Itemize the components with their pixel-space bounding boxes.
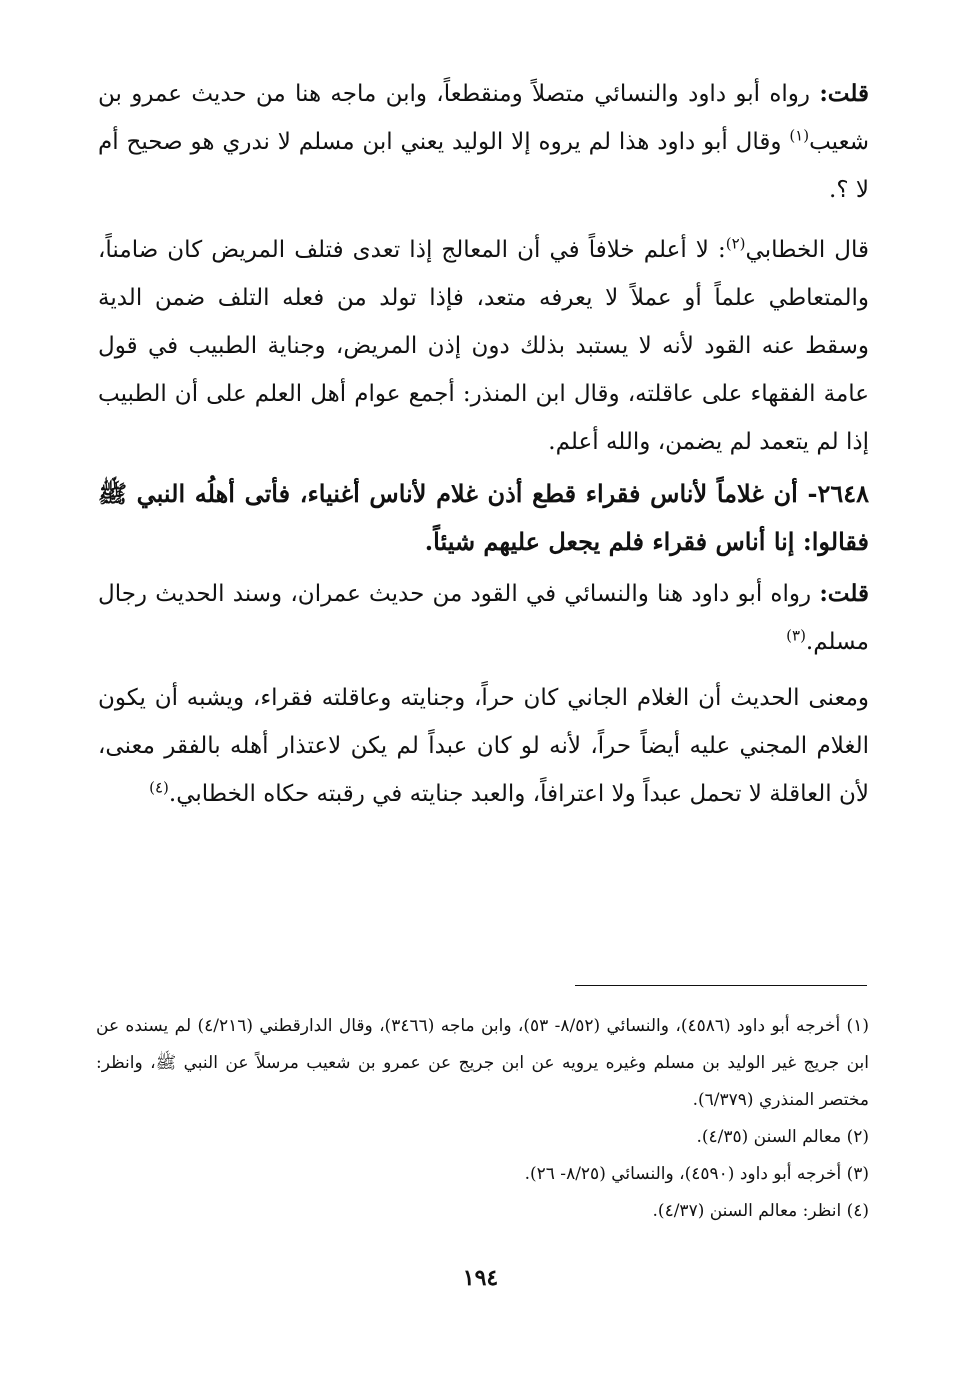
footnote-reference: (٤): [149, 778, 169, 797]
paragraph-text: رواه أبو داود هنا والنسائي في القود من حديث عمران، وسند الحديث رجال مسلم.: [98, 581, 869, 655]
paragraph-text: وقال أبو داود هذا لم يروه إلا الوليد يعني ابن مسلم لا ندري هو صحيح أم لا ؟.: [98, 129, 869, 203]
footnote-reference: (١): [789, 126, 810, 145]
paragraph-label: قلت:: [819, 580, 869, 607]
footnote-reference: (٣): [786, 626, 806, 645]
paragraph-4: [98, 674, 869, 818]
paragraph-text: قال الخطابي: [745, 237, 870, 263]
footnote-4: (٤) انظر: معالم السنن (٤/٣٧).: [652, 1201, 869, 1221]
footnote-3: (٣) أخرجه أبو داود (٤٥٩٠)، والنسائي (٨/٢٥- ٢٦).: [524, 1164, 869, 1184]
paragraph-3: [98, 570, 869, 666]
paragraph-label: قلت:: [819, 80, 869, 107]
footnote-reference: (٢): [725, 234, 746, 253]
paragraph-text: ومعنى الحديث أن الغلام الجاني كان حراً، وجنايته وعاقلته فقراء، ويشبه أن يكون الغلام المجني عليه أيضاً حراً، لأنه لو كان عبداً لم يكن لاعتذار أهله بالفقر معنى، لأن العاقلة لا تحمل عبداً ولا اعترافاً، والعبد جنايته في رقبته حكاه الخطابي.: [98, 685, 869, 807]
hadith-entry: ٢٦٤٨- أن غلاماً لأناس فقراء قطع أذن غلام لأناس أغنياء، فأتى أهلُه النبي ﷺ فقالوا: إنا أناس فقراء فلم يجعل عليهم شيئاً.: [98, 479, 869, 556]
footnote-2: (٢) معالم السنن (٤/٣٥).: [696, 1127, 869, 1147]
paragraph-2: [98, 226, 869, 466]
footnote-separator: [575, 985, 867, 986]
footnotes: [96, 1008, 869, 1230]
main-text: [98, 70, 869, 818]
paragraph-text: : لا أعلم خلافاً في أن المعالج إذا تعدى فتلف المريض كان ضامناً، والمتعاطي علماً أو عملاً لا يعرفه متعد، فإذا تولد من فعله التلف ضمن الدية وسقط عنه القود لأنه لا يستبد بذلك دون إذن المريض، وجناية الطبيب في قول عامة الفقهاء على عاقلته، وقال ابن المنذر: أجمع عوام أهل العلم على أن الطبيب إذا لم يتعمد لم يضمن، والله أعلم.: [98, 237, 869, 455]
paragraph-1: [98, 70, 869, 214]
paragraph-text: رواه أبو داود والنسائي متصلاً ومنقطعاً، وابن ماجه هنا من حديث عمرو بن شعيب: [98, 81, 869, 155]
footnote-1: (١) أخرجه أبو داود (٤٥٨٦)، والنسائي (٨/٥٢- ٥٣)، وابن ماجه (٣٤٦٦)، وقال الدارقطني (٤/٢١٦) لم يسنده عن ابن جريج غير الوليد بن مسلم وغيره يرويه عن ابن جريج عن عمرو بن شعيب مرسلاً عن النبي ﷺ، وانظر: مختصر المنذري (٦/٣٧٩).: [96, 1016, 869, 1110]
page-number: ١٩٤: [462, 1265, 499, 1291]
